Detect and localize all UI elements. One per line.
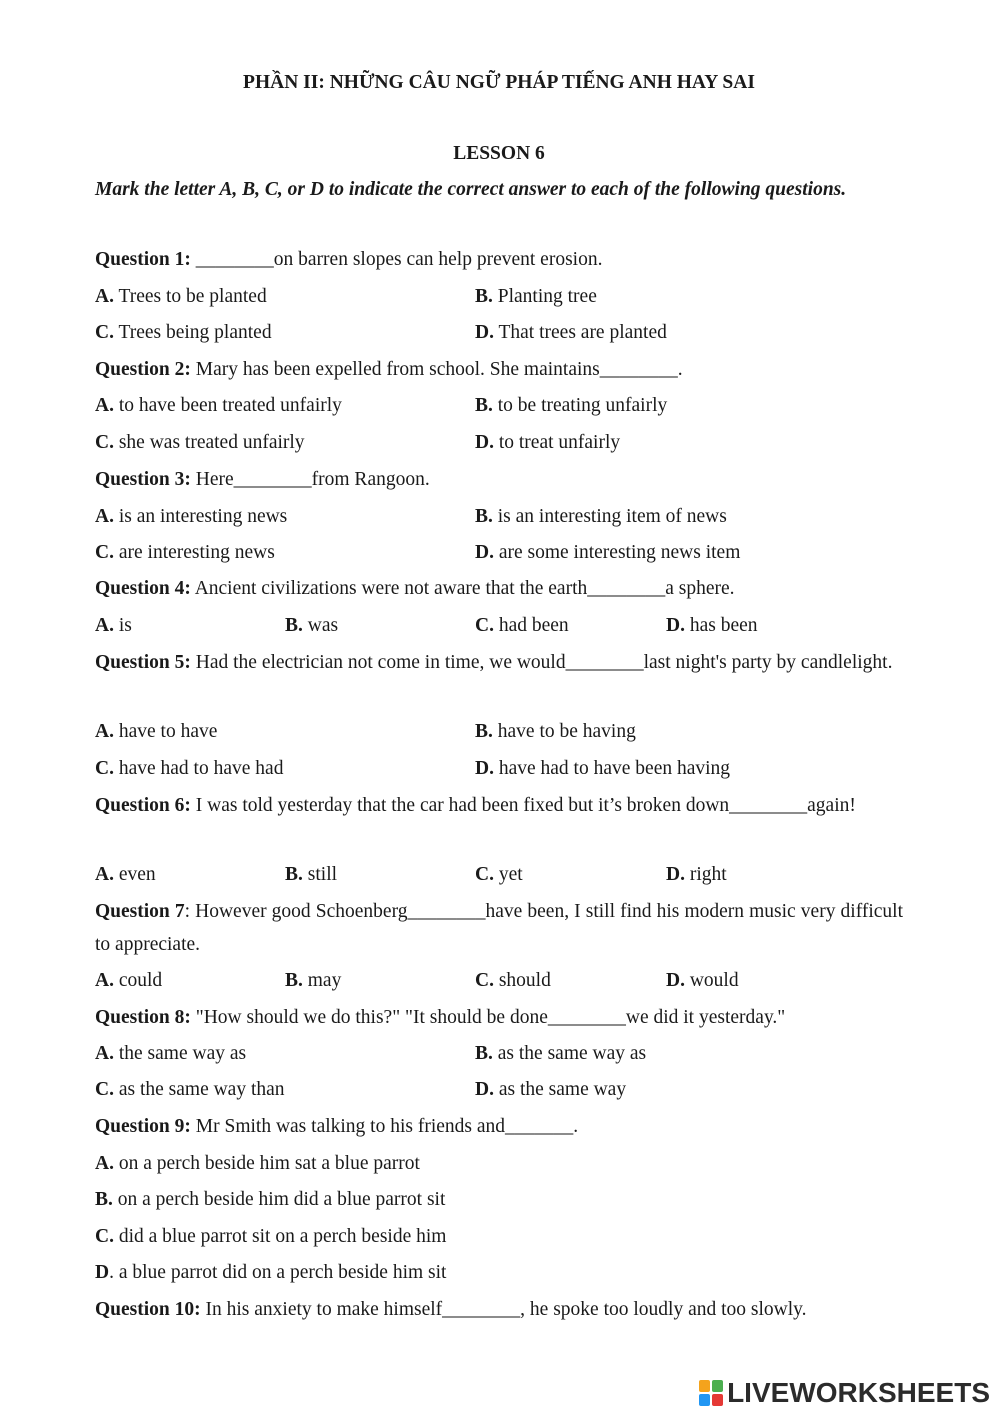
q6-option-b[interactable]: B. still — [285, 864, 338, 885]
q9-option-b[interactable]: B. on a perch beside him did a blue parrot sit — [95, 1189, 446, 1210]
question-text: Ancient civilizations were not aware that the earth________a sphere. — [190, 578, 735, 599]
q7-option-a[interactable]: A. could — [95, 970, 163, 991]
question-text: ________on barren slopes can help prevent erosion. — [190, 249, 603, 270]
q3-option-a[interactable]: A. is an interesting news — [95, 506, 288, 527]
q9-option-a[interactable]: A. on a perch beside him sat a blue parrot — [95, 1153, 420, 1174]
question-text: "How should we do this?" "It should be done________we did it yesterday." — [190, 1007, 786, 1028]
question-text: Here________from Rangoon. — [190, 469, 430, 490]
q8-option-d[interactable]: D. as the same way — [475, 1079, 627, 1100]
question-text: In his anxiety to make himself________, he spoke too loudly and too slowly. — [200, 1299, 807, 1320]
q1-option-d[interactable]: D. That trees are planted — [475, 322, 667, 343]
question-label: Question 1: — [95, 249, 191, 270]
q5-option-d[interactable]: D. have had to have been having — [475, 758, 731, 779]
logo-square-green — [712, 1380, 723, 1392]
q5-option-b[interactable]: B. have to be having — [475, 721, 636, 742]
logo-square-red — [712, 1394, 723, 1406]
question-1 — [95, 243, 903, 276]
question-label: Question 4: — [95, 578, 191, 599]
liveworksheets-logo-icon — [699, 1380, 723, 1406]
q2-option-c[interactable]: C. she was treated unfairly — [95, 432, 305, 453]
question-label: Question 2: — [95, 359, 191, 380]
q3-option-b[interactable]: B. is an interesting item of news — [475, 506, 727, 527]
question-text: Mr Smith was talking to his friends and_______. — [190, 1116, 579, 1137]
q6-option-d[interactable]: D. right — [666, 864, 727, 885]
question-9 — [95, 1110, 903, 1143]
q4-option-d[interactable]: D. has been — [666, 615, 758, 636]
q7-option-c[interactable]: C. should — [475, 970, 551, 991]
question-text: I was told yesterday that the car had been fixed but it’s broken down________again! — [190, 795, 856, 816]
question-3 — [95, 463, 903, 496]
q2-option-d[interactable]: D. to treat unfairly — [475, 432, 621, 453]
question-label: Question 3: — [95, 469, 191, 490]
liveworksheets-logo-text: LIVEWORKSHEETS — [727, 1377, 990, 1408]
q7-option-d[interactable]: D. would — [666, 970, 739, 991]
q9-option-d[interactable]: D. a blue parrot did on a perch beside him sit — [95, 1262, 447, 1283]
q1-option-a[interactable]: A. Trees to be planted — [95, 286, 267, 307]
question-7 — [95, 895, 903, 961]
question-5 — [95, 646, 903, 679]
instruction-text: Mark the letter A, B, C, or D to indicate the correct answer to each of the following questions. — [95, 179, 847, 200]
q5-option-a[interactable]: A. have to have — [95, 721, 218, 742]
question-label: Question 10: — [95, 1299, 201, 1320]
q6-option-a[interactable]: A. even — [95, 864, 156, 885]
q3-option-c[interactable]: C. are interesting news — [95, 542, 275, 563]
q1-option-b[interactable]: B. Planting tree — [475, 286, 597, 307]
q8-option-c[interactable]: C. as the same way than — [95, 1079, 285, 1100]
q4-option-c[interactable]: C. had been — [475, 615, 569, 636]
question-4 — [95, 572, 903, 605]
question-label: Question 5: — [95, 652, 191, 673]
q9-option-c[interactable]: C. did a blue parrot sit on a perch beside him — [95, 1226, 447, 1247]
question-text: : However good Schoenberg________have been, I still find his modern music very difficult to appreciate. — [95, 901, 903, 955]
logo-square-yellow — [699, 1380, 710, 1392]
q3-option-d[interactable]: D. are some interesting news item — [475, 542, 741, 563]
q2-option-b[interactable]: B. to be treating unfairly — [475, 395, 668, 416]
lesson-title: LESSON 6 — [453, 143, 545, 164]
question-10 — [95, 1293, 903, 1326]
q1-option-c[interactable]: C. Trees being planted — [95, 322, 272, 343]
liveworksheets-logo[interactable] — [699, 1378, 990, 1408]
question-6 — [95, 789, 903, 822]
question-text: Mary has been expelled from school. She maintains________. — [190, 359, 683, 380]
section-title: PHẦN II: NHỮNG CÂU NGỮ PHÁP TIẾNG ANH HAY SAI — [243, 72, 755, 93]
question-label: Question 8: — [95, 1007, 191, 1028]
question-label: Question 6: — [95, 795, 191, 816]
question-text: Had the electrician not come in time, we would________last night's party by candlelight. — [190, 652, 893, 673]
logo-square-blue — [699, 1394, 710, 1406]
q8-option-a[interactable]: A. the same way as — [95, 1043, 247, 1064]
question-2 — [95, 353, 903, 386]
q6-option-c[interactable]: C. yet — [475, 864, 523, 885]
q8-option-b[interactable]: B. as the same way as — [475, 1043, 647, 1064]
q2-option-a[interactable]: A. to have been treated unfairly — [95, 395, 342, 416]
q4-option-a[interactable]: A. is — [95, 615, 132, 636]
q5-option-c[interactable]: C. have had to have had — [95, 758, 284, 779]
q7-option-b[interactable]: B. may — [285, 970, 342, 991]
question-8 — [95, 1001, 903, 1034]
q4-option-b[interactable]: B. was — [285, 615, 339, 636]
question-label: Question 9: — [95, 1116, 191, 1137]
question-label: Question 7 — [95, 901, 185, 922]
